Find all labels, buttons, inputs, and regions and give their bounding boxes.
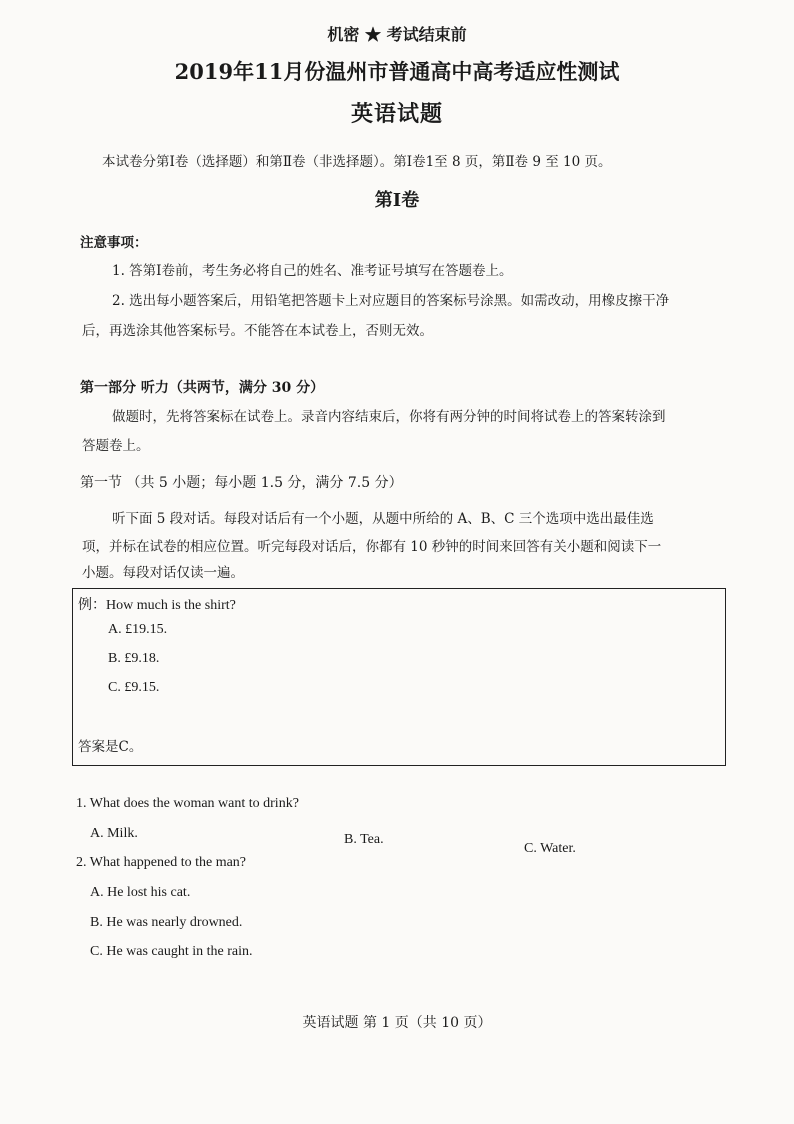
question-2-option-a: A. He lost his cat.	[90, 885, 191, 900]
example-answer: 答案是C。	[78, 739, 143, 755]
example-option-a: A. £19.15.	[108, 622, 168, 637]
question-2-stem: 2. What happened to the man?	[76, 855, 247, 870]
notice-item-2-line-1: 2. 选出每小题答案后，用铅笔把答题卡上对应题目的答案标号涂黑。如需改动，用橡皮擦干净	[112, 293, 670, 309]
part-1-desc-line-1: 做题时，先将答案标在试卷上。录音内容结束后，你将有两分钟的时间将试卷上的答案转涂到	[112, 409, 666, 425]
example-box	[72, 588, 726, 766]
example-question: 例：How much is the shirt?	[78, 598, 236, 613]
section-1-heading: 第一节 （共 5 小题；每小题 1.5 分，满分 7.5 分）	[80, 475, 403, 491]
notice-item-1: 1. 答第Ⅰ卷前，考生务必将自己的姓名、准考证号填写在答题卷上。	[112, 263, 513, 279]
notice-item-2-line-2: 后，再选涂其他答案标号。不能答在本试卷上，否则无效。	[82, 323, 433, 339]
part-1-heading: 第一部分 听力（共两节，满分 30 分）	[80, 380, 325, 396]
exam-title: 2019年11月份温州市普通高中高考适应性测试	[174, 59, 620, 84]
question-1-stem: 1. What does the woman want to drink?	[76, 796, 299, 811]
volume-title: 第Ⅰ卷	[374, 190, 420, 211]
confidential-label: 机密 ★ 考试结束前	[327, 25, 467, 44]
part-1-desc-line-2: 答题卷上。	[82, 438, 150, 454]
question-1-option-b: B. Tea.	[344, 832, 384, 847]
section-1-desc-line-1: 听下面 5 段对话。每段对话后有一个小题，从题中所给的 A、B、C 三个选项中选出最佳选	[112, 511, 654, 527]
subject-title: 英语试题	[350, 101, 443, 127]
notice-heading: 注意事项：	[80, 235, 148, 251]
section-1-desc-line-2: 项，并标在试卷的相应位置。听完每段对话后，你都有 10 秒钟的时间来回答有关小题和阅读下一	[82, 539, 662, 555]
question-2-option-b: B. He was nearly drowned.	[90, 915, 243, 930]
question-2-option-c: C. He was caught in the rain.	[90, 944, 253, 959]
page-footer: 英语试题 第 1 页（共 10 页）	[302, 1015, 492, 1031]
example-option-b: B. £9.18.	[108, 651, 160, 666]
example-option-c: C. £9.15.	[108, 680, 160, 695]
question-1-option-a: A. Milk.	[90, 826, 138, 841]
section-1-desc-line-3: 小题。每段对话仅读一遍。	[82, 565, 244, 581]
question-1-option-c: C. Water.	[524, 841, 576, 856]
paper-intro: 本试卷分第Ⅰ卷（选择题）和第Ⅱ卷（非选择题）。第Ⅰ卷1至 8 页，第Ⅱ卷 9 至 10 页。	[102, 154, 612, 170]
